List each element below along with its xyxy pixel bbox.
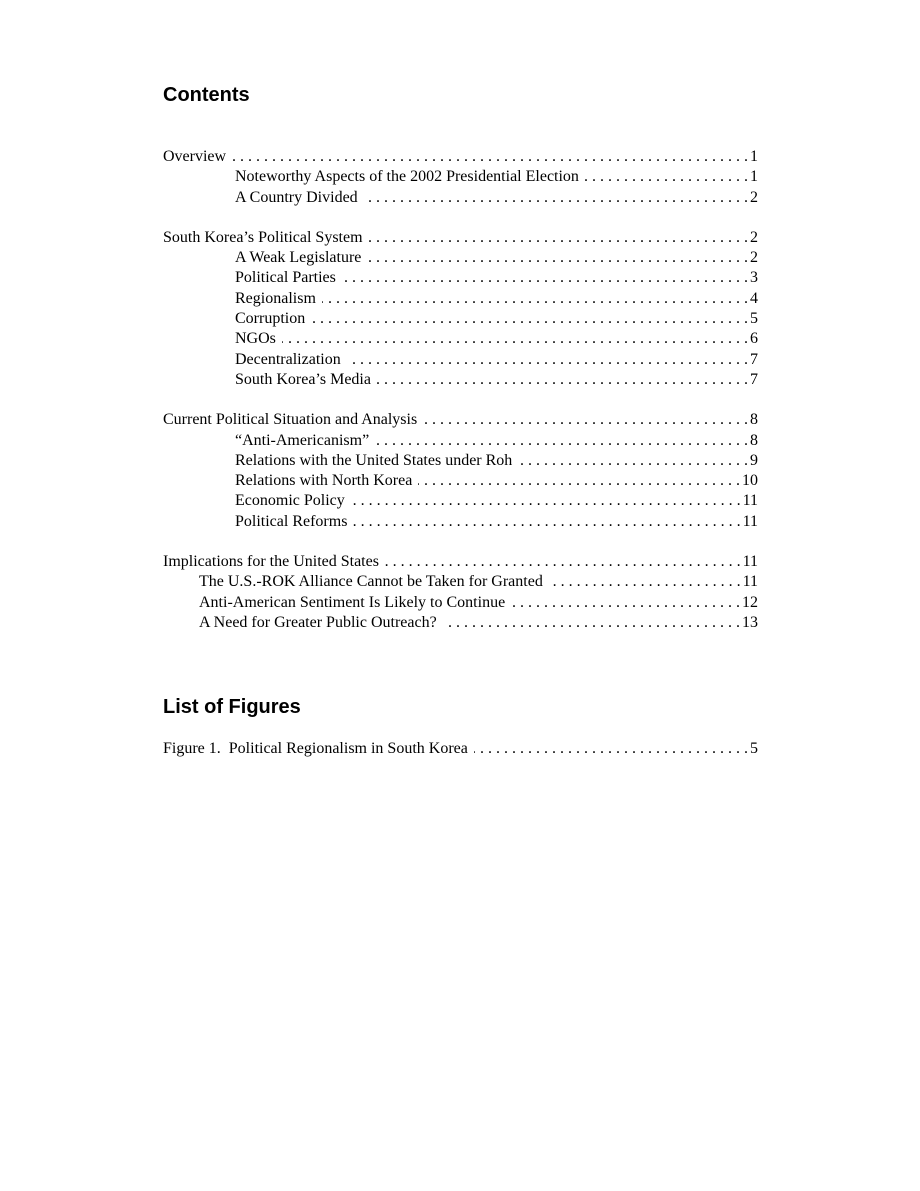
toc-entry-country-divided[interactable] [163, 188, 758, 208]
toc-entry-page: 2 [750, 188, 758, 206]
toc-entry-page: 11 [742, 492, 758, 510]
dot-leader [474, 739, 748, 759]
toc-entry-page: 3 [750, 269, 758, 287]
dot-leader [364, 188, 748, 208]
toc-entry-anti-american-sentiment[interactable] [163, 593, 758, 613]
toc-entry-label: A Country Divided [235, 188, 358, 206]
figure-entry-1[interactable] [163, 739, 758, 759]
toc-entry-page: 4 [750, 289, 758, 307]
section-gap [163, 532, 758, 552]
toc-entry-page: 12 [742, 593, 758, 611]
dot-leader [385, 552, 741, 572]
toc-entry-label: Corruption [235, 310, 306, 328]
dot-leader [369, 228, 748, 248]
toc-entry-page: 11 [742, 512, 758, 530]
toc-entry-page: 10 [742, 472, 758, 490]
toc-entry-page: 7 [750, 370, 758, 388]
toc-entry-anti-americanism[interactable] [163, 431, 758, 451]
dot-leader [418, 471, 740, 491]
toc-entry-overview[interactable] [163, 147, 758, 167]
dot-leader [443, 613, 740, 633]
toc-entry-page: 1 [750, 168, 758, 186]
section-gap [163, 390, 758, 410]
toc-entry-implications[interactable] [163, 552, 758, 572]
figure-entry-label: Figure 1. Political Regionalism in South Korea [163, 740, 468, 757]
dot-leader [322, 289, 748, 309]
section-gap [163, 208, 758, 228]
toc-entry-label: Relations with the United States under Roh [235, 451, 513, 469]
toc-entry-label: Anti-American Sentiment Is Likely to Continue [199, 593, 506, 611]
toc-entry-page: 2 [750, 228, 758, 246]
toc-entry-media[interactable] [163, 370, 758, 390]
toc-entry-label: Political Reforms [235, 512, 348, 530]
toc-entry-page: 9 [750, 451, 758, 469]
toc-entry-relations-us[interactable] [163, 451, 758, 471]
dot-leader [377, 370, 748, 390]
dot-leader [549, 572, 741, 592]
toc-entry-noteworthy-aspects[interactable] [163, 167, 758, 187]
toc-entry-label: NGOs [235, 330, 276, 348]
toc-entry-page: 8 [750, 411, 758, 429]
dot-leader [232, 147, 748, 167]
toc-entry-label: Relations with North Korea [235, 472, 413, 490]
figures-heading: List of Figures [163, 696, 301, 718]
toc-entry-label: A Weak Legislature [235, 249, 362, 267]
toc-entry-political-reforms[interactable] [163, 512, 758, 532]
toc-entry-page: 11 [742, 573, 758, 591]
toc-entry-page: 11 [742, 553, 758, 571]
toc-entry-corruption[interactable] [163, 309, 758, 329]
dot-leader [351, 491, 741, 511]
toc-entry-page: 7 [750, 350, 758, 368]
toc-entry-economic-policy[interactable] [163, 491, 758, 511]
dot-leader [518, 451, 748, 471]
toc-entry-label: Economic Policy [235, 492, 345, 510]
toc-entry-label: Implications for the United States [163, 553, 379, 571]
toc-entry-political-system[interactable] [163, 228, 758, 248]
toc-entry-page: 6 [750, 330, 758, 348]
contents-heading: Contents [163, 84, 250, 106]
toc-entry-label: Current Political Situation and Analysis [163, 411, 418, 429]
toc-entry-political-parties[interactable] [163, 268, 758, 288]
figures-list [163, 739, 758, 759]
toc-entry-page: 2 [750, 249, 758, 267]
toc-entry-ngos[interactable] [163, 329, 758, 349]
dot-leader [511, 593, 740, 613]
dot-leader [342, 268, 748, 288]
toc-entry-label: “Anti-Americanism” [235, 431, 370, 449]
toc-entry-label: A Need for Greater Public Outreach? [199, 613, 437, 631]
toc-entry-alliance[interactable] [163, 572, 758, 592]
dot-leader [423, 410, 748, 430]
toc-entry-page: 1 [750, 148, 758, 165]
toc-entry-regionalism[interactable] [163, 289, 758, 309]
toc-entry-label: South Korea’s Political System [163, 228, 363, 246]
toc-entry-label: Overview [163, 148, 227, 165]
dot-leader [282, 329, 748, 349]
toc-entry-weak-legislature[interactable] [163, 248, 758, 268]
toc-entry-page: 13 [742, 613, 758, 631]
figure-entry-page: 5 [750, 740, 758, 757]
toc-entry-label: The U.S.-ROK Alliance Cannot be Taken for Granted [199, 573, 543, 591]
toc-entry-label: Regionalism [235, 289, 316, 307]
toc-entry-label: Noteworthy Aspects of the 2002 Presidential Election [235, 168, 579, 186]
dot-leader [347, 350, 748, 370]
toc-entry-page: 5 [750, 310, 758, 328]
toc-entry-page: 8 [750, 431, 758, 449]
dot-leader [585, 167, 748, 187]
contents-list [163, 147, 758, 633]
dot-leader [375, 431, 748, 451]
toc-entry-public-outreach[interactable] [163, 613, 758, 633]
dot-leader [353, 512, 740, 532]
toc-entry-label: South Korea’s Media [235, 370, 371, 388]
dot-leader [367, 248, 748, 268]
toc-entry-relations-north-korea[interactable] [163, 471, 758, 491]
dot-leader [311, 309, 748, 329]
toc-entry-label: Political Parties [235, 269, 336, 287]
toc-entry-label: Decentralization [235, 350, 341, 368]
toc-entry-decentralization[interactable] [163, 350, 758, 370]
toc-entry-current-situation[interactable] [163, 410, 758, 430]
